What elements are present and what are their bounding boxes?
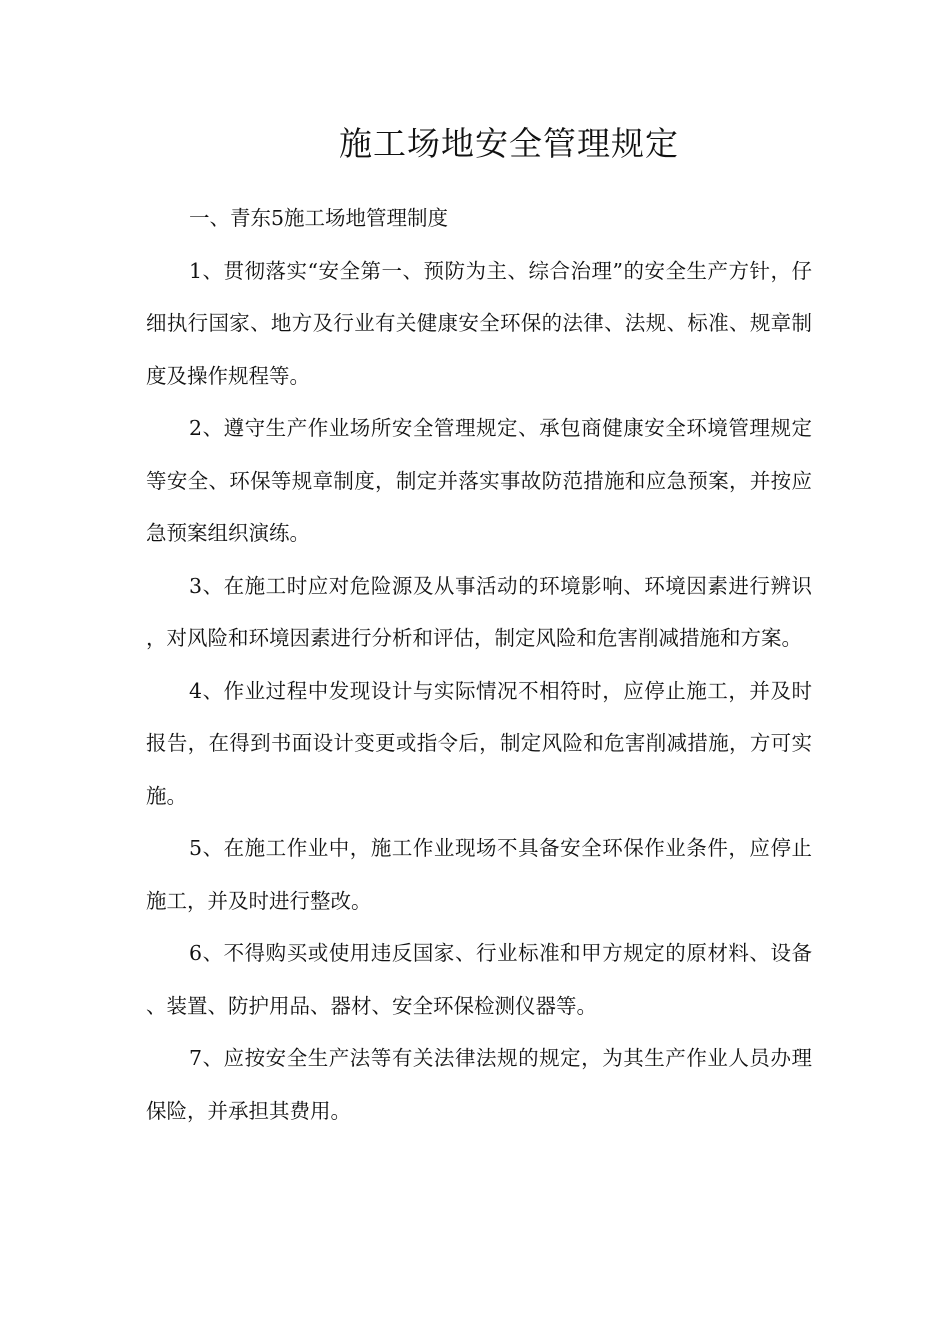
document-body [146, 192, 812, 1137]
paragraph-4: 4、作业过程中发现设计与实际情况不相符时，应停止施工，并及时报告，在得到书面设计变更或指令后，制定风险和危害削减措施，方可实施。 [146, 678, 812, 808]
paragraph-7: 7、应按安全生产法等有关法律法规的规定，为其生产作业人员办理保险，并承担其费用。 [146, 1046, 812, 1123]
paragraph-6: 6、不得购买或使用违反国家、行业标准和甲方规定的原材料、设备、装置、防护用品、器材、安全环保检测仪器等。 [146, 941, 812, 1018]
section-heading: 一、青东5施工场地管理制度 [189, 206, 449, 230]
paragraph-1: 1、贯彻落实“安全第一、预防为主、综合治理”的安全生产方针，仔细执行国家、地方及行业有关健康安全环保的法律、法规、标准、规章制度及操作规程等。 [146, 258, 812, 388]
paragraph-2: 2、遵守生产作业场所安全管理规定、承包商健康安全环境管理规定等安全、环保等规章制度，制定并落实事故防范措施和应急预案，并按应急预案组织演练。 [146, 416, 812, 545]
document-title: 施工场地安全管理规定 [339, 124, 679, 163]
paragraph-5: 5、在施工作业中，施工作业现场不具备安全环保作业条件，应停止施工，并及时进行整改。 [146, 836, 812, 913]
paragraph-3: 3、在施工时应对危险源及从事活动的环境影响、环境因素进行辨识，对风险和环境因素进行分析和评估，制定风险和危害削减措施和方案。 [146, 573, 812, 650]
